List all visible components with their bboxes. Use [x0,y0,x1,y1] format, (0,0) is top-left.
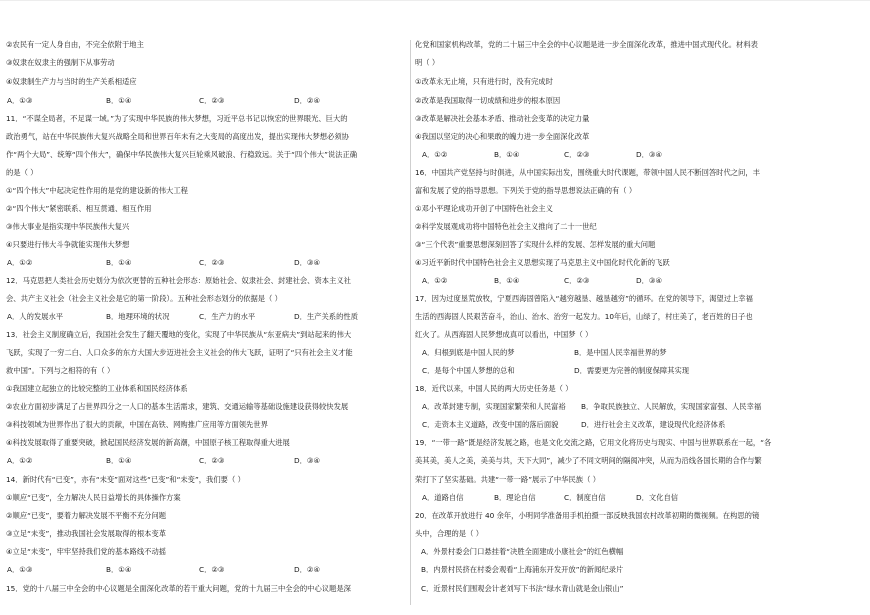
question-11-text: 的是（ ） [6,168,38,177]
choice-d: D．文化自信 [636,493,679,502]
choice-c: C．②③ [199,565,225,574]
question-12-text: 会、共产主义社会（社会主义社会是它的第一阶段）。五种社会形态划分的依据是（ ） [6,294,282,303]
choice-a: A．①② [422,276,448,285]
choice-a: A．①② [7,258,33,267]
choice-a: A．①③ [7,96,33,105]
answer-choices-q11 [7,258,408,268]
answer-choices-q17-row1 [422,348,820,358]
question-13-text: 飞跃，实现了一穷二白、人口众多的东方大国大步迈进社会主义社会的伟大飞跃，证明了“只有社会主义才能 [6,348,353,357]
choice-a: A．道路自信 [422,493,464,502]
question-14-text: 14．新时代有“已变”，亦有“未变”面对这些“已变”和“未变”，我们要（ ） [6,475,245,484]
choice-c: C．②③ [564,276,590,285]
choice-line: A．外景村委会门口悬挂着“决胜全面建成小康社会”的红色横幅 [421,547,624,556]
choice-b: B．理论自信 [494,493,536,502]
choice-c: C．生产力的水平 [199,312,256,321]
choice-b: B．①④ [106,258,132,267]
statement-line: ①邓小平理论成功开创了中国特色社会主义 [415,204,553,213]
choice-c: C．②③ [199,456,225,465]
question-11-text: 作“两个大局”、统筹“四个伟大”，确保中华民族伟大复兴巨轮乘风破浪、行稳致远。关于“四个伟大”说法正确 [6,150,358,159]
column-divider [410,40,411,605]
answer-choices-q14 [7,565,408,575]
statement-line: ④立足“未变”，牢牢坚持我们党的基本路线不动摇 [6,547,167,556]
choice-d: D．③④ [294,258,320,267]
statement-line: ④习近平新时代中国特色社会主义思想实现了马克思主义中国化时代化新的飞跃 [415,258,670,267]
choice-d: D．生产关系的性质 [294,312,358,321]
choice-b: B．①④ [494,276,520,285]
question-15-text: 化党和国家机构改革，党的二十届三中全会的中心议题是进一步全面深化改革，推进中国式现代化。材料表 [415,40,758,49]
statement-line: ②顺应“已变”，要着力解决发展不平衡不充分问题 [6,511,167,520]
choice-b: B．①④ [106,96,132,105]
statement-line: ③立足“未变”，推动我国社会发展取得的根本变革 [6,529,167,538]
choice-d: D．③④ [636,150,662,159]
question-17-text: 生活的西海固人民艰苦奋斗，治山、治水、治穷一起发力。10年后，山绿了，村庄美了，老百姓的日子也 [415,312,753,321]
choice-c: C．走资本主义道路，改变中国的落后面貌 [422,420,559,429]
answer-choices-q15 [422,150,820,160]
choice-b: B．地理环境的状况 [106,312,170,321]
choice-c: C．②③ [199,258,225,267]
statement-line: ①我国建立起独立的比较完整的工业体系和国民经济体系 [6,384,188,393]
statement-line: ②改革是我国取得一切成绩和进步的根本原因 [415,96,561,105]
question-15-text: 明（ ） [415,58,440,67]
choice-d: D．②④ [294,565,320,574]
statement-line: ①“四个伟大”中起决定性作用的是党的建设新的伟大工程 [6,186,188,195]
statement-line: ②农业方面初步满足了占世界四分之一人口的基本生活需求，建筑、交通运输等基础设施建设获得较快发展 [6,402,349,411]
choice-a: A．人的发展水平 [7,312,64,321]
choice-d: D．③④ [294,456,320,465]
choice-c: C．②③ [199,96,225,105]
choice-b: B．①④ [106,456,132,465]
choice-a: A．改革封建专制，实现国家繁荣和人民富裕 [422,402,566,411]
choice-b: B．①④ [106,565,132,574]
choice-a: A．①③ [7,565,33,574]
choice-line: B．内景村民挤在村委会观看“上海浦东开发开放”的新闻纪录片 [421,565,624,574]
choice-a: A．归根到底是中国人民的梦 [422,348,515,357]
answer-choices-q13 [7,456,408,466]
question-19-text: 荣打下了坚实基础。共建“一带一路”展示了中华民族（ ） [415,475,601,484]
statement-line: ④科技发展取得了重要突破，掀起国民经济发展的新高潮，中国原子核工程取得重大进展 [6,438,290,447]
statement-line: ④只要进行伟大斗争就能实现伟大梦想 [6,240,130,249]
answer-choices-q17-row2 [422,366,820,376]
answer-choices-q18-row2 [422,420,820,430]
question-16-text: 16．中国共产党坚持与时俱进，从中国实际出发，围绕重大时代课题，带领中国人民不断回答时代之问，丰 [415,168,760,177]
question-12-text: 12．马克思把人类社会历史划分为依次更替的五种社会形态：原始社会、奴隶社会、封建社会、资本主义社 [6,276,351,285]
statement-line: ④我国以坚定的决心和果敢的魄力进一步全面深化改革 [415,132,590,141]
question-16-text: 富和发展了党的指导思想。下列关于党的指导思想说法正确的有（ ） [415,186,637,195]
answer-choices-q12 [7,312,408,322]
choice-d: D．②④ [294,96,320,105]
question-13-text: 救中国”。下列与之相符的有（ ） [6,366,115,375]
choice-b: B．是中国人民幸福世界的梦 [574,348,667,357]
choice-c: C．制度自信 [564,493,606,502]
question-18-text: 18．近代以来，中国人民的两大历史任务是（ ） [415,384,573,393]
question-11-text: 11．“不谋全局者，不足谋一域。”为了实现中华民族的伟大梦想，习近平总书记以恢宏的世界眼光、巨大的 [6,114,348,123]
option-line: ②农民有一定人身自由，不完全依附于地主 [6,40,144,49]
choice-d: D．需要更为完善的制度保障其实现 [574,366,690,375]
answer-choices-q10 [7,96,408,106]
question-13-text: 13．社会主义制度确立后，我国社会发生了翻天覆地的变化，实现了中华民族从“东亚病夫”到站起来的伟大 [6,330,352,339]
choice-a: A．①② [7,456,33,465]
choice-d: D．进行社会主义改革，建设现代化经济体系 [581,420,726,429]
top-border [0,0,870,1]
choice-b: B．争取民族独立、人民解放，实现国家富强、人民幸福 [581,402,762,411]
choice-d: D．③④ [636,276,662,285]
statement-line: ③科技领域为世界作出了很大的贡献，中国在高铁、网购推广应用等方面领先世界 [6,420,268,429]
statement-line: ③“三个代表”重要思想深刻回答了实现什么样的发展、怎样发展的重大问题 [415,240,656,249]
choice-a: A．①② [422,150,448,159]
question-19-text: 美其美，美人之美，美美与共，天下大同”，减少了不同文明间的隔阂冲突，从而为沿线各国长期的合作与繁 [415,456,762,465]
question-19-text: 19．“一带一路”既是经济发展之路，也是文化交流之路，它用文化将历史与现实、中国与世界联系在一起，“各 [415,438,772,447]
answer-choices-q16 [422,276,820,286]
statement-line: ③伟大事业是指实现中华民族伟大复兴 [6,222,130,231]
question-20-text: 20．在改革开放进行 40 余年，小明同学准备用手机拍摄一部反映我国农村改革初期的微视频。在构思的镜 [415,511,760,520]
choice-c: C．②③ [564,150,590,159]
statement-line: ①改革永无止境，只有进行时，没有完成时 [415,77,553,86]
statement-line: ②科学发展观成功将中国特色社会主义推向了二十一世纪 [415,222,597,231]
choice-line: C．近景村民们围观会计老刘写下书法“绿水青山就是金山银山” [421,584,624,593]
question-17-text: 红火了。从西海固人民梦想成真可以看出，中国梦（ ） [415,330,593,339]
option-line: ③奴隶在奴隶主的强制下从事劳动 [6,58,115,67]
option-line: ④奴隶制生产力与当时的生产关系相适应 [6,77,137,86]
question-17-text: 17．因为过度垦荒放牧，宁夏西海固曾陷入“越穷越垦、越垦越穷”的循环。在党的领导下，渴望过上幸福 [415,294,753,303]
question-15-text: 15．党的十八届三中全会的中心议题是全面深化改革的若干重大问题，党的十九届三中全会的中心议题是深 [6,584,351,593]
statement-line: ③改革是解决社会基本矛盾、推动社会变革的决定力量 [415,114,590,123]
choice-b: B．①④ [494,150,520,159]
statement-line: ①顺应“已变”，全力解决人民日益增长的具体操作方案 [6,493,181,502]
question-20-text: 头中，合理的是（ ） [415,529,483,538]
answer-choices-q19 [422,493,820,503]
choice-c: C．是每个中国人梦想的总和 [422,366,515,375]
statement-line: ②“四个伟大”紧密联系、相互贯通、相互作用 [6,204,152,213]
question-11-text: 政治勇气，站在中华民族伟大复兴战略全局和世界百年未有之大变局的高度出发，提出实现伟大梦想必须协 [6,132,349,141]
answer-choices-q18-row1 [422,402,820,412]
